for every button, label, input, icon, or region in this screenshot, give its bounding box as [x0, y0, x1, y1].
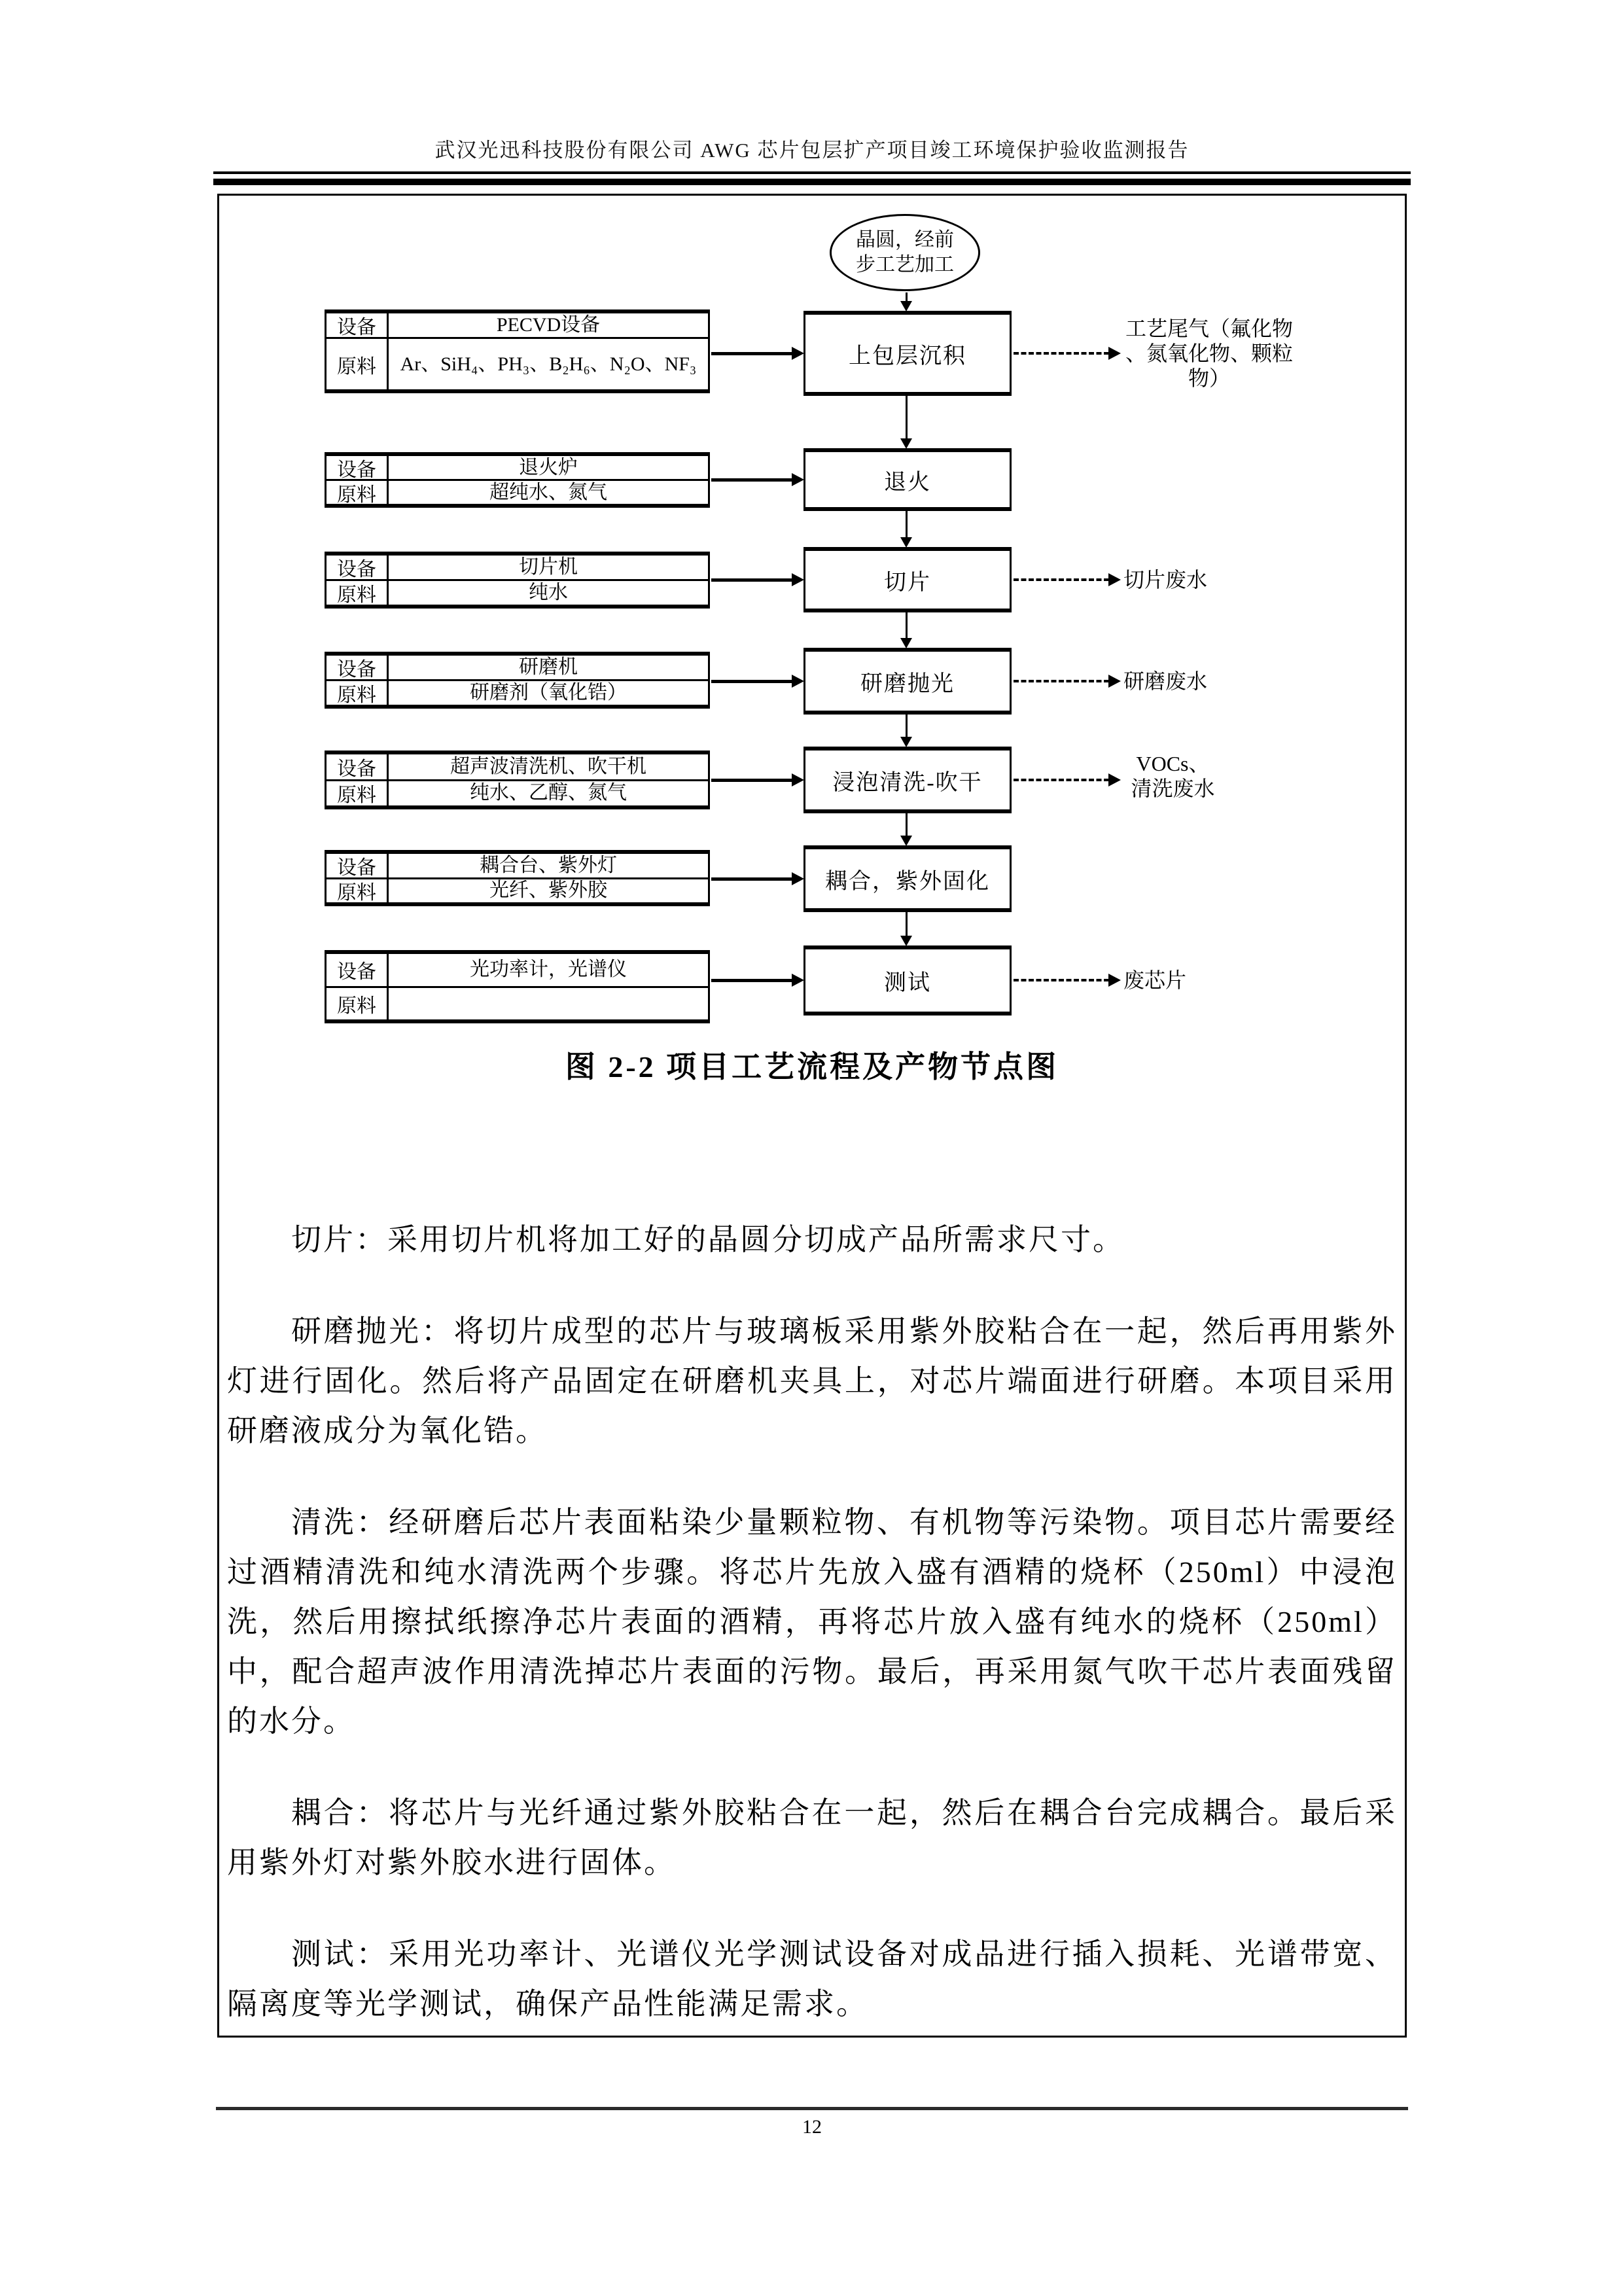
material-label: 原料 [327, 781, 389, 806]
material-value: 光纤、紫外胶 [489, 879, 607, 902]
body-text [227, 1215, 1397, 2071]
paragraph-coupling: 耦合：将芯片与光纤通过紫外胶粘合在一起，然后在耦合台完成耦合。最后采用紫外灯对紫外胶水进行固体。 [227, 1796, 1397, 1879]
process-box: 退火 [803, 448, 1012, 511]
flow-arrow [711, 578, 792, 582]
emission-dashed-arrow [1014, 578, 1109, 581]
header-rule-thick [213, 179, 1411, 185]
down-arrow [906, 912, 908, 936]
start-oval-line1: 晶圆，经前 [856, 229, 954, 251]
device-value: 耦合台、紫外灯 [480, 854, 617, 876]
device-label: 设备 [327, 854, 389, 877]
emission-dashed-arrow [1014, 979, 1109, 981]
device-label: 设备 [327, 556, 389, 579]
material-label: 原料 [327, 988, 389, 1020]
document-header-title: 武汉光迅科技股份有限公司 AWG 芯片包层扩产项目竣工环境保护验收监测报告 [434, 139, 1190, 162]
material-label: 原料 [327, 681, 389, 705]
start-oval-line2: 步工艺加工 [856, 254, 954, 275]
emission-dashed-arrow [1014, 352, 1109, 355]
material-label: 原料 [327, 879, 389, 903]
flow-arrow [711, 352, 792, 355]
material-label: 原料 [327, 339, 389, 389]
material-value: Ar、SiH₄、PH₃、B₂H₆、N₂O、NF₃ [400, 353, 697, 375]
paragraph-cleaning: 清洗：经研磨后芯片表面粘染少量颗粒物、有机物等污染物。项目芯片需要经过酒精清洗和纯水清洗两个步骤。将芯片先放入盛有酒精的烧杯（250ml）中浸泡洗，然后用擦拭纸擦净芯片表面的酒精，再将芯片放入盛有纯水的烧杯（250ml）中，配合超声波作用清洗掉芯片表面的污物。最后，再采用氮气吹干芯片表面残留的水分。 [227, 1506, 1397, 1738]
down-arrow [906, 292, 908, 302]
down-arrow [906, 612, 908, 639]
process-box: 测试 [803, 945, 1012, 1016]
material-label: 原料 [327, 481, 389, 504]
material-value: 纯水 [529, 582, 568, 603]
device-value: 退火炉 [519, 456, 578, 478]
device-value: 切片机 [519, 556, 578, 578]
device-value: 研磨机 [519, 656, 578, 678]
equipment-material-table [325, 950, 710, 1023]
device-label: 设备 [327, 456, 389, 479]
output-label: 工艺尾气（氟化物、氮氧化物、颗粒物） [1125, 317, 1293, 390]
down-arrow [906, 813, 908, 836]
device-label: 设备 [327, 656, 389, 679]
process-box: 切片 [803, 547, 1012, 612]
figure-caption: 图 2-2 项目工艺流程及产物节点图 [565, 1050, 1059, 1084]
output-label: 废芯片 [1123, 968, 1187, 992]
material-label: 原料 [327, 581, 389, 605]
output-label: VOCs、清洗废水 [1131, 752, 1215, 800]
emission-dashed-arrow [1014, 680, 1109, 682]
content-border-box [217, 194, 1407, 2038]
process-box: 上包层沉积 [803, 311, 1012, 396]
material-value: 纯水、乙醇、氮气 [470, 782, 627, 804]
device-value: 超声波清洗机、吹干机 [450, 755, 646, 777]
header-rule-thin [213, 171, 1411, 174]
output-label: 切片废水 [1123, 568, 1208, 592]
paragraph-slicing: 切片：采用切片机将加工好的晶圆分切成产品所需求尺寸。 [291, 1223, 1125, 1256]
device-label: 设备 [327, 754, 389, 779]
page-number: 12 [802, 2116, 822, 2138]
emission-dashed-arrow [1014, 779, 1109, 781]
process-flow-diagram [219, 196, 1405, 2036]
down-arrow [906, 715, 908, 737]
equipment-material-table [325, 751, 710, 809]
flow-arrow [711, 979, 792, 982]
material-value: 超纯水、氮气 [489, 481, 607, 503]
down-arrow [906, 511, 908, 538]
process-box: 耦合，紫外固化 [803, 845, 1012, 912]
process-box: 浸泡清洗-吹干 [803, 747, 1012, 813]
material-value: 研磨剂（氧化锆） [470, 682, 627, 703]
device-value: PECVD设备 [496, 314, 601, 336]
device-label: 设备 [327, 313, 389, 337]
down-arrow [906, 396, 908, 439]
flow-arrow [711, 779, 792, 782]
equipment-material-table [325, 652, 710, 709]
footer-rule [216, 2107, 1408, 2110]
output-label: 研磨废水 [1123, 669, 1208, 693]
flow-arrow [711, 478, 792, 482]
paragraph-testing: 测试：采用光功率计、光谱仪光学测试设备对成品进行插入损耗、光谱带宽、隔离度等光学测试，确保产品性能满足需求。 [227, 1937, 1397, 2021]
material-value [389, 988, 708, 1020]
process-box: 研磨抛光 [803, 648, 1012, 715]
flow-arrow [711, 680, 792, 683]
device-value: 光功率计，光谱仪 [470, 959, 627, 981]
start-oval [830, 214, 980, 291]
equipment-material-table [325, 309, 710, 393]
equipment-material-table [325, 452, 710, 508]
paragraph-polishing: 研磨抛光：将切片成型的芯片与玻璃板采用紫外胶粘合在一起，然后再用紫外灯进行固化。然后将产品固定在研磨机夹具上，对芯片端面进行研磨。本项目采用研磨液成分为氧化锆。 [227, 1315, 1397, 1447]
equipment-material-table [325, 850, 710, 906]
device-label: 设备 [327, 954, 389, 986]
equipment-material-table [325, 552, 710, 609]
flow-arrow [711, 877, 792, 881]
